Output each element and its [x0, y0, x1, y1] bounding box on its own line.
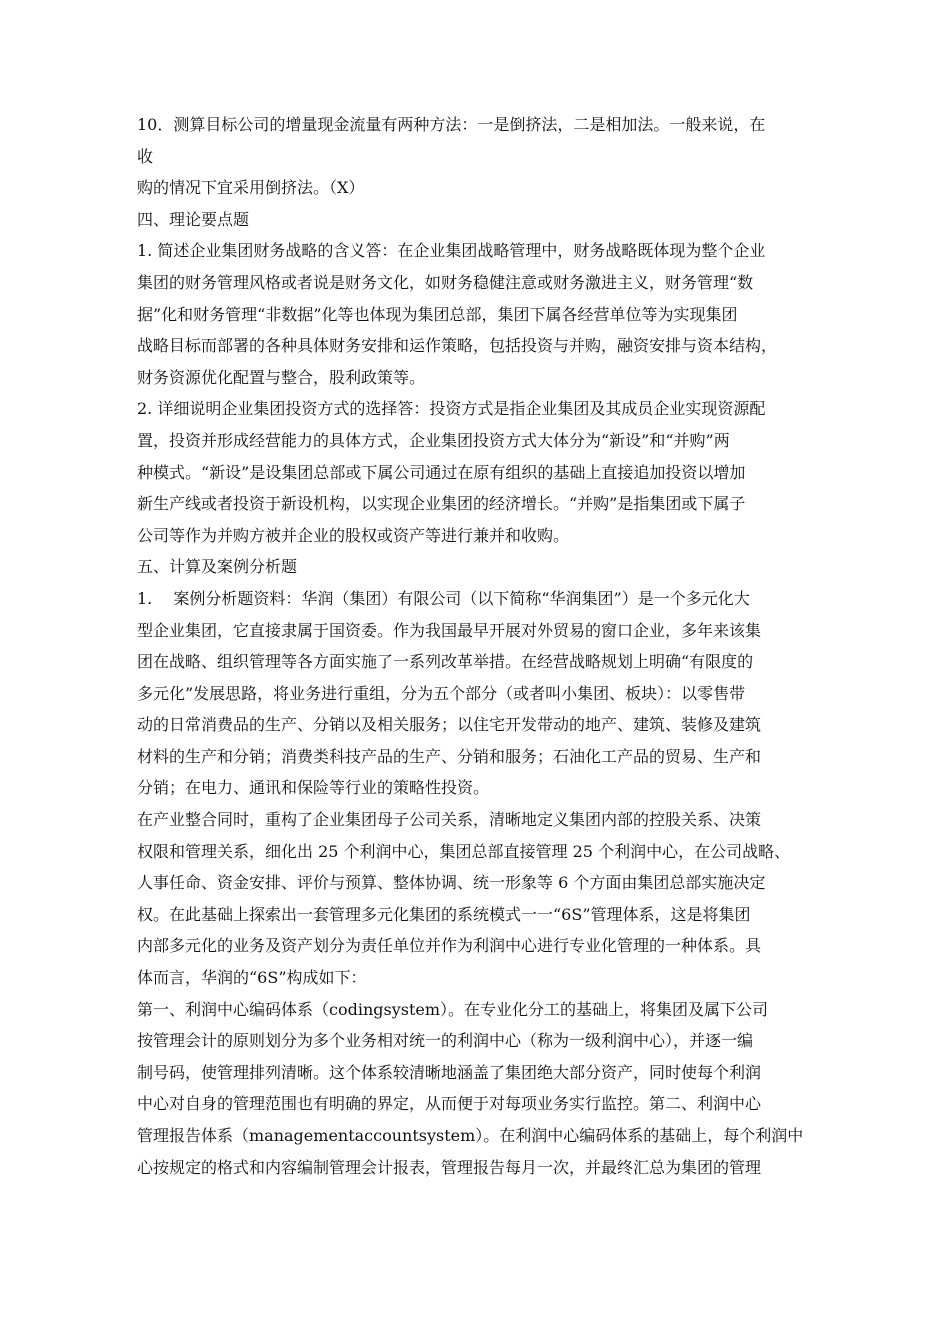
text-line: 在产业整合同时，重构了企业集团母子公司关系，清晰地定义集团内部的控股关系、决策: [137, 810, 762, 830]
text-line: 1. 案例分析题资料：华润（集团）有限公司（以下简称“华润集团”）是一个多元化大: [137, 588, 750, 608]
text-line: 人事任命、资金安排、评价与预算、整体协调、统一形象等 6 个方面由集团总部实施决定: [137, 873, 766, 893]
text-line: 收: [137, 146, 154, 166]
text-line: 内部多元化的业务及资产划分为责任单位并作为利润中心进行专业化管理的一种体系。具: [137, 936, 762, 956]
text-line: 制号码，使管理排列清晰。这个体系较清晰地涵盖了集团绝大部分资产，同时使每个利润: [137, 1062, 762, 1082]
text-line: 购的情况下宜采用倒挤法。（X）: [137, 178, 365, 198]
text-line: 心按规定的格式和内容编制管理会计报表，管理报告每月一次，并最终汇总为集团的管理: [137, 1157, 762, 1177]
text-line: 中心对自身的管理范围也有明确的界定，从而便于对每项业务实行监控。第二、利润中心: [137, 1094, 762, 1114]
text-line: 公司等作为并购方被并企业的股权或资产等进行兼并和收购。: [137, 525, 570, 545]
text-line: 分销；在电力、通讯和保险等行业的策略性投资。: [137, 778, 490, 798]
document-body: [137, 109, 817, 1183]
text-line: 10．测算目标公司的增量现金流量有两种方法：一是倒挤法，二是相加法。一般来说，在: [137, 115, 766, 134]
text-line: 种模式。“新设”是设集团总部或下属公司通过在原有组织的基础上直接追加投资以增加: [137, 462, 746, 482]
text-line: 置，投资并形成经营能力的具体方式，企业集团投资方式大体分为“新设”和“并购”两: [137, 430, 730, 450]
text-line: 战略目标而部署的各种具体财务安排和运作策略，包括投资与并购，融资安排与资本结构，: [137, 336, 778, 356]
text-line: 新生产线或者投资于新设机构，以实现企业集团的经济增长。“并购”是指集团或下属子: [137, 494, 746, 514]
text-line: 材料的生产和分销；消费类科技产品的生产、分销和服务；石油化工产品的贸易、生产和: [137, 746, 762, 766]
text-line: 权限和管理关系，细化出 25 个利润中心，集团总部直接管理 25 个利润中心，在公司战略、: [137, 841, 791, 861]
text-line: 2. 详细说明企业集团投资方式的选择答：投资方式是指企业集团及其成员企业实现资源配: [137, 399, 766, 419]
text-line: 体而言，华润的“6S”构成如下：: [137, 968, 367, 988]
text-line: 集团的财务管理风格或者说是财务文化，如财务稳健注意或财务激进主义，财务管理“数: [137, 272, 754, 292]
text-line: 第一、利润中心编码体系（codingsystem）。在专业化分工的基础上，将集团及属下公司: [137, 999, 769, 1019]
text-line: 财务资源优化配置与整合，股利政策等。: [137, 367, 426, 387]
text-line: 四、理论要点题: [137, 209, 250, 229]
text-line: 按管理会计的原则划分为多个业务相对统一的利润中心（称为一级利润中心），并逐一编: [137, 1031, 754, 1051]
text-line: 权。在此基础上探索出一套管理多元化集团的系统模式一一“6S”管理体系，这是将集团: [137, 904, 751, 924]
text-line: 团在战略、组织管理等各方面实施了一系列改革举措。在经营战略规划上明确“有限度的: [137, 652, 754, 672]
text-line: 1. 简述企业集团财务战略的含义答：在企业集团战略管理中，财务战略既体现为整个企业: [137, 241, 766, 261]
text-line: 多元化”发展思路，将业务进行重组，分为五个部分（或者叫小集团、板块）：以零售带: [137, 683, 746, 703]
text-line: 管理报告体系（managementaccountsystem）。在利润中心编码体系的基础上，每个利润中: [137, 1126, 804, 1145]
text-line: 据”化和财务管理“非数据”化等也体现为集团总部，集团下属各经营单位等为实现集团: [137, 304, 738, 324]
text-line: 动的日常消费品的生产、分销以及相关服务；以住宅开发带动的地产、建筑、装修及建筑: [137, 715, 762, 735]
text-line: 五、计算及案例分析题: [137, 557, 298, 577]
text-line: 型企业集团，它直接隶属于国资委。作为我国最早开展对外贸易的窗口企业，多年来该集: [137, 620, 762, 640]
